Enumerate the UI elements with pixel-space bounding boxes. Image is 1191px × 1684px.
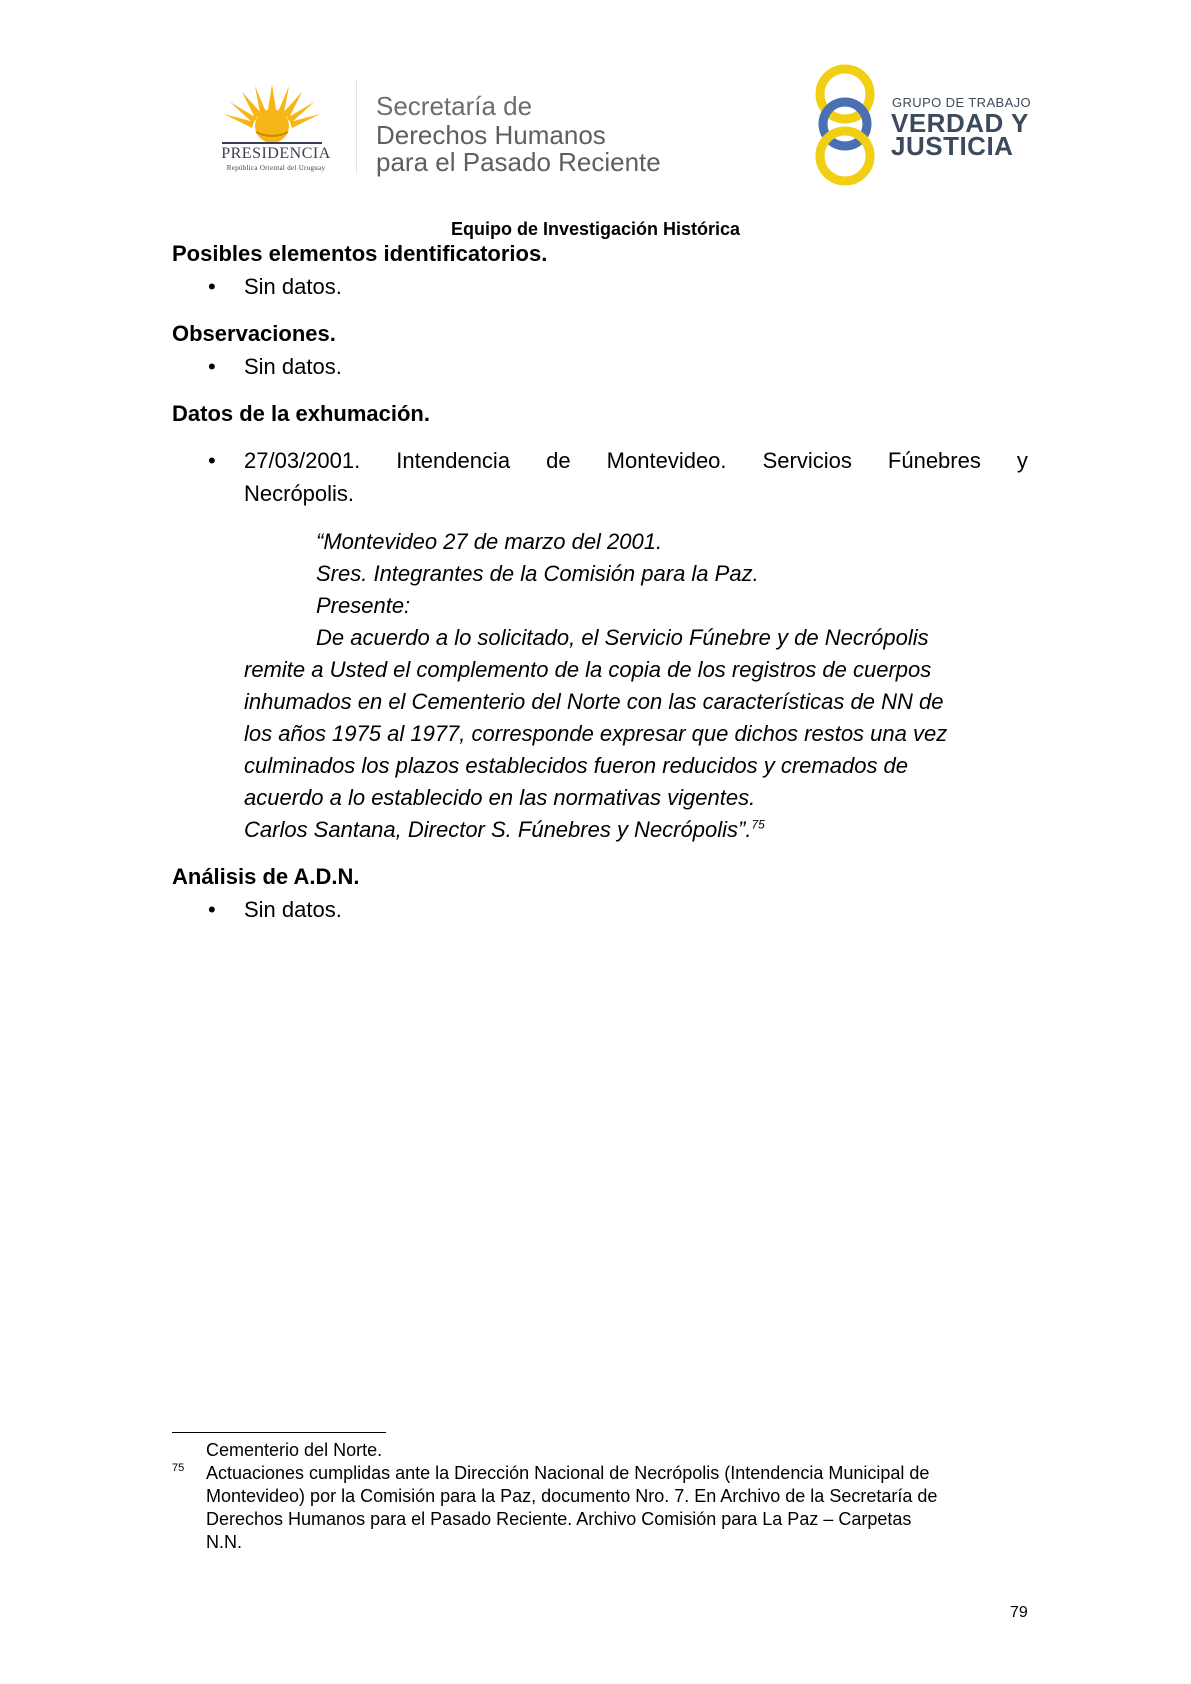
- heading-observaciones: Observaciones.: [172, 321, 336, 346]
- page-number: 79: [1010, 1604, 1028, 1621]
- bullet: •: [208, 354, 216, 379]
- heading-identificatorios: Posibles elementos identificatorios.: [172, 241, 548, 266]
- quote-line: Sres. Integrantes de la Comisión para la Paz.: [316, 561, 759, 586]
- quote-line: Carlos Santana, Director S. Fúnebres y Necrópolis”.: [244, 817, 752, 842]
- footnote-line: Actuaciones cumplidas ante la Dirección Nacional de Necrópolis (Intendencia Municipal de: [206, 1463, 930, 1483]
- bullet: •: [208, 448, 216, 473]
- footnote-separator: [172, 1432, 386, 1433]
- quote-line: culminados los plazos establecidos fueron reducidos y cremados de: [244, 753, 909, 778]
- entry-word: 27/03/2001.: [244, 448, 361, 473]
- heading-exhumacion: Datos de la exhumación.: [172, 401, 430, 426]
- quote-line: De acuerdo a lo solicitado, el Servicio Fúnebre y de Necrópolis: [316, 625, 929, 650]
- grupo-title-2: JUSTICIA: [891, 131, 1014, 161]
- item-text: Sin datos.: [244, 274, 342, 299]
- entry-word: Fúnebres: [887, 448, 981, 473]
- quote-line: acuerdo a lo establecido en las normativas vigentes.: [244, 785, 756, 810]
- quote-signature: [244, 817, 765, 843]
- heading-adn: Análisis de A.D.N.: [172, 864, 360, 889]
- secretaria-line-3: para el Pasado Reciente: [376, 147, 661, 177]
- footnote-line: N.N.: [206, 1532, 242, 1552]
- entry-word: de: [546, 448, 571, 473]
- presidencia-name: PRESIDENCIA: [221, 145, 331, 162]
- footnote-line: Montevideo) por la Comisión para la Paz, documento Nro. 7. En Archivo de la Secretaría de: [206, 1486, 938, 1506]
- grupo-title-1: VERDAD Y: [891, 108, 1029, 138]
- footnote-continuation: Cementerio del Norte.: [206, 1440, 383, 1460]
- presidencia-subtitle: República Oriental del Uruguay: [226, 164, 326, 172]
- bullet: •: [208, 274, 216, 299]
- header-divider: [356, 80, 357, 174]
- footnote-ref: 75: [751, 817, 765, 832]
- item-text: Sin datos.: [244, 354, 342, 379]
- entry-word: Montevideo.: [606, 448, 727, 473]
- sun-icon: [222, 82, 322, 144]
- quote-line: Presente:: [316, 593, 411, 618]
- interlocking-rings-icon: [812, 62, 878, 188]
- quote-line: los años 1975 al 1977, corresponde expresar que dichos restos una vez: [244, 721, 948, 746]
- quote-line: “Montevideo 27 de marzo del 2001.: [316, 529, 663, 554]
- entry-word: Intendencia: [396, 448, 511, 473]
- entry-word: y: [1016, 448, 1028, 473]
- team-title: Equipo de Investigación Histórica: [450, 219, 741, 239]
- quote-line: remite a Usted el complemento de la copia de los registros de cuerpos: [244, 657, 932, 682]
- grupo-label: GRUPO DE TRABAJO: [892, 95, 1032, 110]
- item-text: Sin datos.: [244, 897, 342, 922]
- footnote-number: 75: [172, 1462, 185, 1474]
- secretaria-line-1: Secretaría de: [376, 91, 533, 121]
- secretaria-line-2: Derechos Humanos: [376, 120, 606, 150]
- exhumation-entry-line-1: [244, 448, 1028, 474]
- bullet: •: [208, 897, 216, 922]
- entry-word: Servicios: [762, 448, 852, 473]
- quote-line: inhumados en el Cementerio del Norte con las características de NN de: [244, 689, 944, 714]
- exhumation-entry-line-2: Necrópolis.: [244, 481, 355, 506]
- footnote-line: Derechos Humanos para el Pasado Reciente. Archivo Comisión para La Paz – Carpetas: [206, 1509, 912, 1529]
